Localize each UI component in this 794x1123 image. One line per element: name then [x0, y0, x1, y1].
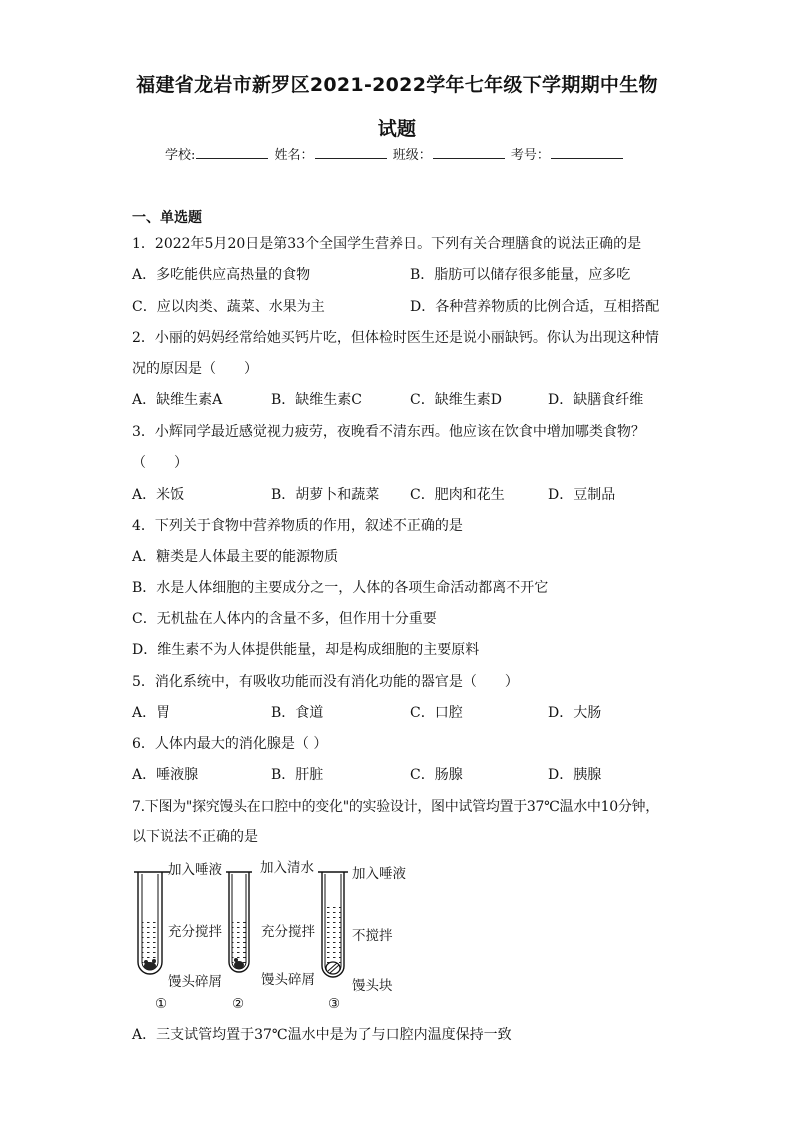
- tube2-top-label: 加入清水: [260, 860, 314, 876]
- question-3-stem: 3．小辉同学最近感觉视力疲劳，夜晚看不清东西。他应该在饮食中增加哪类食物？: [132, 424, 645, 440]
- tube2-bottom-label: 馒头碎屑: [261, 972, 315, 988]
- name-blank: [315, 146, 387, 159]
- tube2-number: ②: [232, 996, 245, 1012]
- q3-option-b: B．胡萝卜和蔬菜: [271, 487, 380, 503]
- tube2-mid-label: 充分搅拌: [261, 924, 315, 940]
- q5-option-d: D．大肠: [548, 705, 602, 721]
- test-tube-2: [226, 872, 252, 972]
- name-label: 姓名：: [274, 148, 314, 163]
- q3-option-d: D．豆制品: [548, 487, 616, 503]
- class-label: 班级：: [392, 148, 432, 163]
- test-tube-figure: [128, 850, 428, 1020]
- tube1-top-label: 加入唾液: [168, 862, 222, 878]
- question-6-stem: 6．人体内最大的消化腺是（ ）: [132, 736, 328, 752]
- document-title-line2: 试题: [377, 118, 417, 140]
- q6-option-a: A．唾液腺: [132, 767, 199, 783]
- school-blank: [196, 146, 268, 159]
- q3-option-c: C．肥肉和花生: [410, 487, 505, 503]
- tube1-bottom-label: 馒头碎屑: [168, 974, 222, 990]
- question-2-stem: 2．小丽的妈妈经常给她买钙片吃，但体检时医生还是说小丽缺钙。你认为出现这种情: [132, 330, 659, 346]
- q3-option-a: A．米饭: [132, 487, 185, 503]
- q1-option-b: B．脂肪可以储存很多能量，应多吃: [410, 267, 631, 283]
- section-title: 一、单选题: [132, 210, 202, 226]
- q4-option-c: C．无机盐在人体内的含量不多，但作用十分重要: [132, 611, 437, 627]
- q2-option-a: A．缺维生素A: [132, 392, 223, 408]
- q2-option-d: D．缺膳食纤维: [548, 392, 644, 408]
- q4-option-a: A．糖类是人体最主要的能源物质: [132, 549, 339, 565]
- test-tube-3: [318, 872, 348, 977]
- tube3-mid-label: 不搅拌: [352, 928, 393, 944]
- test-tube-1: [134, 872, 170, 974]
- exam-no-blank: [551, 146, 623, 159]
- q5-option-b: B．食道: [271, 705, 324, 721]
- exam-no-label: 考号：: [510, 148, 550, 163]
- question-1-stem: 1．2022年5月20日是第33个全国学生营养日。下列有关合理膳食的说法正确的是: [132, 236, 642, 252]
- q2-option-c: C．缺维生素D: [410, 392, 502, 408]
- student-info-row: [165, 144, 625, 163]
- q5-option-c: C．口腔: [410, 705, 463, 721]
- q5-option-a: A．胃: [132, 705, 171, 721]
- document-title: 福建省龙岩市新罗区2021-2022学年七年级下学期期中生物: [136, 74, 658, 96]
- question-2-stem-cont: 况的原因是（ ）: [132, 361, 258, 377]
- q6-option-c: C．肠腺: [410, 767, 463, 783]
- q1-option-d: D．各种营养物质的比例合适，互相搭配: [410, 299, 660, 315]
- q1-option-a: A．多吃能供应高热量的食物: [132, 267, 311, 283]
- q6-option-d: D．胰腺: [548, 767, 602, 783]
- tube3-number: ③: [328, 996, 341, 1012]
- q1-option-c: C．应以肉类、蔬菜、水果为主: [132, 299, 325, 315]
- tube1-number: ①: [155, 996, 168, 1012]
- question-4-stem: 4．下列关于食物中营养物质的作用，叙述不正确的是: [132, 518, 463, 534]
- tube3-top-label: 加入唾液: [352, 866, 406, 882]
- q6-option-b: B．肝脏: [271, 767, 324, 783]
- tube3-bottom-label: 馒头块: [352, 978, 393, 994]
- question-5-stem: 5．消化系统中，有吸收功能而没有消化功能的器官是（ ）: [132, 674, 519, 690]
- tube1-mid-label: 充分搅拌: [168, 924, 222, 940]
- q2-option-b: B．缺维生素C: [271, 392, 362, 408]
- q7-option-a: A．三支试管均置于37℃温水中是为了与口腔内温度保持一致: [132, 1027, 512, 1043]
- q4-option-d: D．维生素不为人体提供能量，却是构成细胞的主要原料: [132, 642, 480, 658]
- question-7-stem-cont: 以下说法不正确的是: [132, 829, 258, 845]
- school-label: 学校:: [165, 148, 196, 163]
- q4-option-b: B．水是人体细胞的主要成分之一，人体的各项生命活动都离不开它: [132, 580, 549, 596]
- question-3-stem-cont: （ ）: [132, 455, 188, 471]
- question-7-stem: 7.下图为"探究馒头在口腔中的变化"的实验设计，图中试管均置于37℃温水中10分钟，: [132, 799, 659, 815]
- class-blank: [433, 146, 505, 159]
